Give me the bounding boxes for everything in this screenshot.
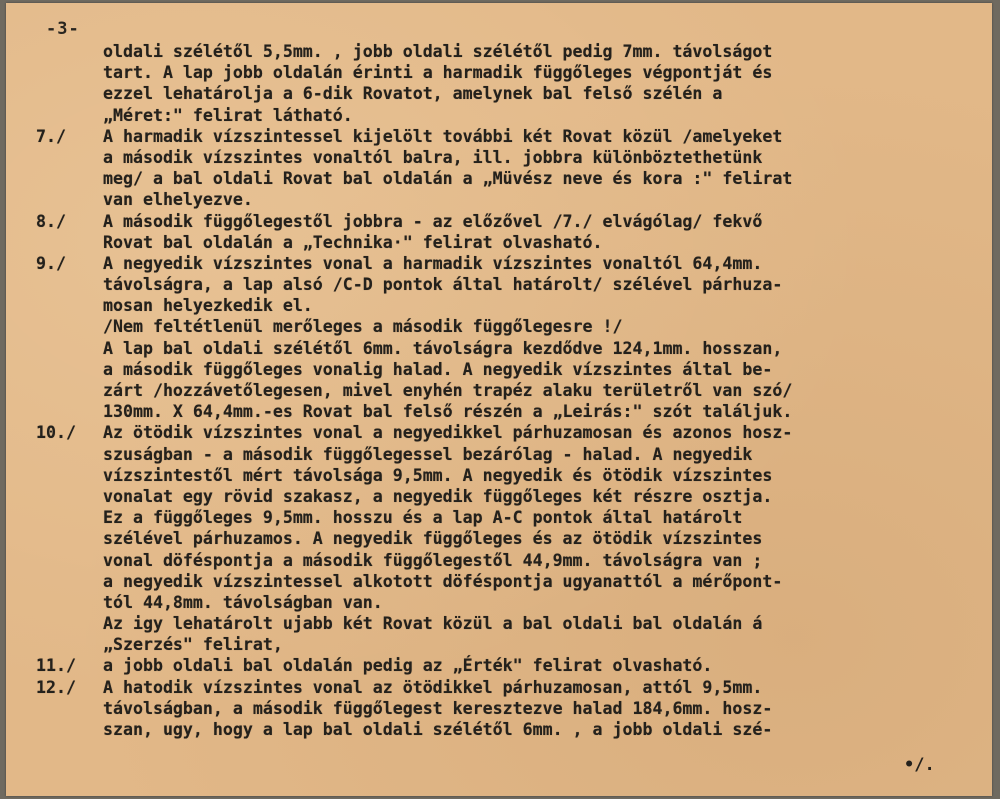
line-text: szuságban - a második függőlegessel bezárólag - halad. A negyedik	[103, 444, 753, 464]
paragraph-number: 9./	[36, 253, 66, 273]
text-line	[6, 126, 992, 147]
text-line	[6, 486, 992, 507]
continuation-mark: •/.	[904, 755, 935, 775]
paragraph-number: 12./	[36, 677, 76, 697]
text-line	[6, 274, 992, 295]
line-text: mosan helyezkedik el.	[103, 296, 313, 316]
line-text: Rovat bal oldalán a „Technika·" felirat olvasható.	[103, 232, 603, 252]
text-line	[6, 613, 992, 634]
text-line	[6, 232, 992, 253]
line-text: 130mm. X 64,4mm.-es Rovat bal felső részén a „Leirás:" szót találjuk.	[103, 402, 793, 422]
text-line	[6, 189, 992, 210]
text-line	[6, 592, 992, 613]
line-text: ezzel lehatárolja a 6-dik Rovatot, amelynek bal felső szélén a	[103, 84, 723, 104]
text-line	[6, 295, 992, 316]
text-line	[6, 507, 992, 528]
text-line	[6, 571, 992, 592]
page-number: -3-	[46, 19, 80, 39]
text-line	[6, 359, 992, 380]
line-text: „Méret:" felirat látható.	[103, 105, 353, 125]
text-line	[6, 550, 992, 571]
text-line	[6, 105, 992, 126]
text-line	[6, 338, 992, 359]
line-text: van elhelyezve.	[103, 190, 253, 210]
text-line	[6, 41, 992, 62]
line-text: szan, ugy, hogy a lap bal oldali szélétől 6mm. , a jobb oldali szé-	[103, 720, 773, 739]
text-line	[6, 83, 992, 104]
paragraph-number: 8./	[36, 211, 66, 231]
text-line	[6, 62, 992, 83]
line-text: A harmadik vízszintessel kijelölt további két Rovat közül /amelyeket	[103, 126, 783, 146]
text-line	[6, 465, 992, 486]
text-line	[6, 401, 992, 422]
line-text: A negyedik vízszintes vonal a harmadik vízszintes vonaltól 64,4mm.	[103, 253, 763, 273]
line-text: A lap bal oldali szélétől 6mm. távolságra kezdődve 124,1mm. hosszan,	[103, 338, 783, 358]
line-text: a jobb oldali bal oldalán pedig az „Érték" felirat olvasható.	[103, 656, 713, 676]
text-line	[6, 444, 992, 465]
line-text: zárt /hozzávetőlegesen, mivel enyhén trapéz alaku területről van szó/	[103, 381, 793, 400]
line-text: Az igy lehatárolt ujabb két Rovat közül a bal oldali bal oldalán á	[103, 614, 763, 634]
line-text: tól 44,8mm. távolságban van.	[103, 592, 383, 612]
line-text: „Szerzés" felirat,	[103, 635, 283, 655]
line-text: tart. A lap jobb oldalán érinti a harmadik függőleges végpontját és	[103, 63, 773, 83]
line-text: a negyedik vízszintessel alkotott döféspontja ugyanattól a mérőpont-	[103, 571, 783, 591]
line-text: A második függőlegestől jobbra - az előzővel /7./ elvágólag/ fekvő	[103, 211, 763, 231]
line-text: a második vízszintes vonaltól balra, ill. jobbra különböztethetünk	[103, 147, 763, 167]
paragraph-number: 11./	[36, 656, 76, 676]
body-text	[6, 41, 992, 740]
line-text: vonalat egy rövid szakasz, a negyedik függőleges két részre osztja.	[103, 486, 773, 506]
text-line	[6, 211, 992, 232]
paragraph-number: 7./	[36, 126, 66, 146]
text-line	[6, 316, 992, 337]
typewritten-page	[6, 3, 992, 796]
line-text: vonal döféspontja a második függőlegestől 44,9mm. távolságra van ;	[103, 550, 763, 570]
paragraph-number: 10./	[36, 423, 76, 443]
line-text: távolságra, a lap alsó /C-D pontok által határolt/ szélével párhuza-	[103, 275, 783, 295]
line-text: szélével párhuzamos. A negyedik függőleges és az ötödik vízszintes	[103, 529, 763, 549]
text-line	[6, 168, 992, 189]
text-line	[6, 253, 992, 274]
line-text: Az ötödik vízszintes vonal a negyedikkel párhuzamosan és azonos hosz-	[103, 423, 793, 443]
line-text: oldali szélétől 5,5mm. , jobb oldali szélétől pedig 7mm. távolságot	[103, 42, 773, 61]
line-text: a második függőleges vonalig halad. A negyedik vízszintes által be-	[103, 359, 773, 379]
text-line	[6, 655, 992, 676]
text-line	[6, 634, 992, 655]
line-text: A hatodik vízszintes vonal az ötödikkel párhuzamosan, attól 9,5mm.	[103, 677, 763, 697]
text-line	[6, 677, 992, 698]
text-line	[6, 422, 992, 443]
line-text: távolságban, a második függőlegest keresztezve halad 184,6mm. hosz-	[103, 698, 773, 718]
text-line	[6, 698, 992, 719]
line-text: /Nem feltétlenül merőleges a második függőlegesre !/	[103, 317, 623, 337]
line-text: vízszintestől mért távolsága 9,5mm. A negyedik és ötödik vízszintes	[103, 465, 773, 485]
text-line	[6, 719, 992, 740]
text-line	[6, 147, 992, 168]
text-line	[6, 380, 992, 401]
line-text: meg/ a bal oldali Rovat bal oldalán a „Müvész neve és kora :" felirat	[103, 169, 793, 189]
text-line	[6, 528, 992, 549]
line-text: Ez a függőleges 9,5mm. hosszu és a lap A-C pontok által határolt	[103, 508, 743, 528]
